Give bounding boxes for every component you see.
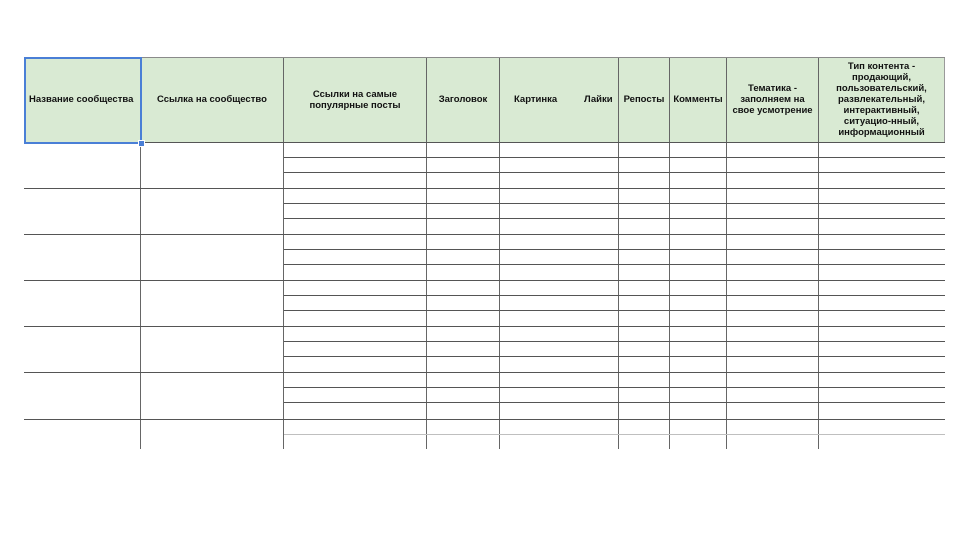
fill-handle[interactable]	[138, 140, 145, 147]
row-separator	[284, 402, 945, 403]
header-likes[interactable]	[580, 57, 618, 142]
row-separator	[284, 387, 945, 388]
header-content-type[interactable]	[819, 57, 944, 142]
header-community-name[interactable]	[25, 57, 140, 142]
row-separator	[24, 326, 945, 327]
grid-line	[426, 57, 427, 449]
row-separator	[284, 264, 945, 265]
header-comments[interactable]	[670, 57, 726, 142]
grid-line	[618, 57, 619, 449]
grid-line	[499, 57, 500, 449]
row-separator	[284, 434, 945, 435]
row-separator	[284, 157, 945, 158]
header-label: Название сообщества	[29, 94, 134, 105]
row-separator	[284, 295, 945, 296]
row-separator	[24, 419, 945, 420]
header-reposts[interactable]	[619, 57, 669, 142]
header-label: Комменты	[673, 94, 723, 105]
grid-line	[283, 57, 284, 449]
row-separator	[284, 218, 945, 219]
grid-line	[944, 57, 945, 142]
grid-line	[140, 57, 141, 449]
grid-line	[24, 57, 945, 58]
header-title[interactable]	[427, 57, 499, 142]
row-separator	[284, 203, 945, 204]
header-image[interactable]	[510, 57, 580, 142]
row-separator	[284, 249, 945, 250]
header-label: Ссылки на самые популярные посты	[309, 88, 401, 111]
row-separator	[24, 188, 945, 189]
header-label: Картинка	[514, 94, 558, 105]
grid-line	[726, 57, 727, 449]
row-separator	[284, 172, 945, 173]
header-label: Тип контента - продающий, пользовательский, развлекательный, интерактивный, ситуацио-нный, информационный	[836, 61, 927, 138]
header-label: Лайки	[584, 94, 613, 105]
row-separator	[24, 234, 945, 235]
grid-line	[24, 142, 945, 143]
row-separator	[24, 372, 945, 373]
header-topic[interactable]	[727, 57, 818, 142]
grid-line	[818, 57, 819, 449]
row-separator	[284, 310, 945, 311]
row-separator	[284, 341, 945, 342]
header-label: Ссылка на сообщество	[157, 94, 267, 105]
header-label: Тематика - заполняем на свое усмотрение	[732, 83, 813, 116]
header-popular-posts[interactable]	[284, 57, 426, 142]
grid-line	[669, 57, 670, 449]
header-label: Репосты	[623, 94, 665, 105]
header-community-link[interactable]	[153, 57, 283, 142]
grid-line	[24, 57, 25, 142]
header-label: Заголовок	[438, 94, 488, 105]
row-separator	[284, 356, 945, 357]
row-separator	[24, 280, 945, 281]
